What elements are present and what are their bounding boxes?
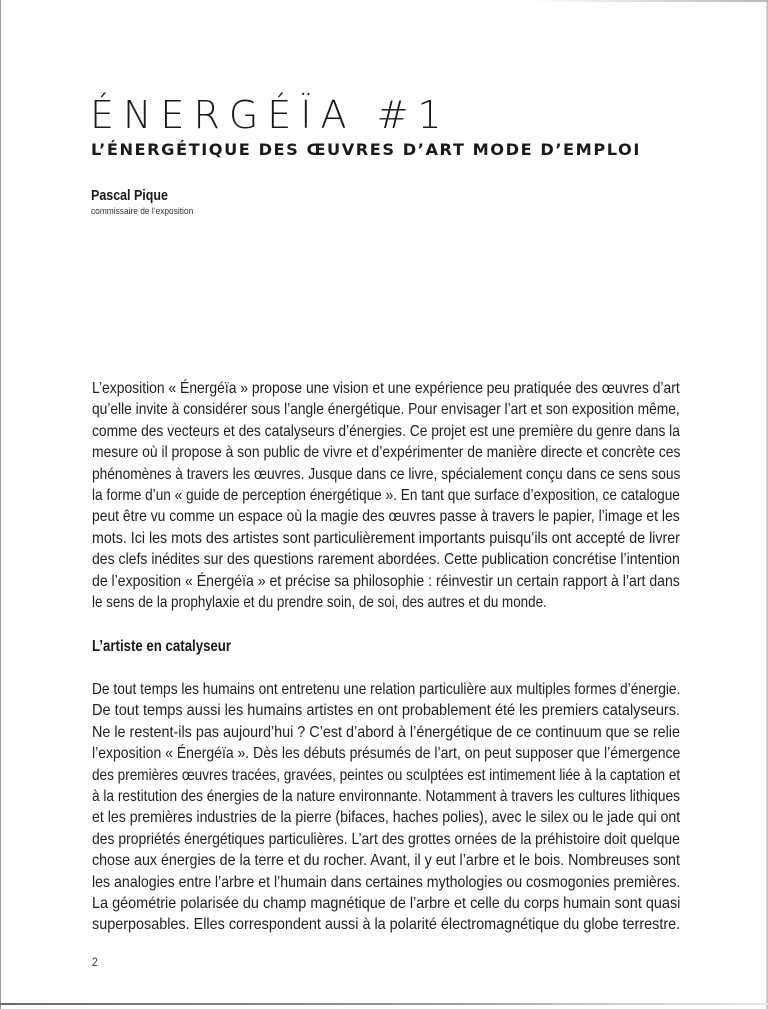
page-edge-left <box>0 0 1 1009</box>
page-number: 2 <box>92 955 98 969</box>
paragraph-line: La géométrie polarisée du champ magnétique de l’arbre et celle du corps humain sont quasi <box>92 894 681 912</box>
page-subtitle: L’ÉNERGÉTIQUE DES ŒUVRES D’ART MODE D’EMPLOI <box>91 140 641 159</box>
paragraph-line: qu’elle invite à considérer sous l’angle énergétique. Pour envisager l’art et son exposition même, <box>92 401 680 419</box>
paragraph-line: superposables. Elles correspondent aussi à la polarité électromagnétique du globe terrestre. <box>92 916 681 934</box>
section-heading: L’artiste en catalyseur <box>92 638 232 655</box>
paragraph-line: phénomènes à travers les œuvres. Jusque dans ce livre, spécialement conçu dans ce sens sous <box>92 465 681 483</box>
intro-paragraph <box>92 378 680 613</box>
paragraph-line: des clefs inédites sur des questions rarement abordées. Cette publication concrétise l’intention <box>92 551 680 569</box>
paragraph-line: à la restitution des énergies de la nature environnante. Notamment à travers les cultures lithiques <box>92 787 680 805</box>
paragraph-line: De tout temps les humains ont entretenu une relation particulière aux multiples formes d’énergie. <box>92 681 681 698</box>
paragraph-line: et les premières industries de la pierre (bifaces, haches polies), avec le silex ou le jade qui ont <box>92 809 681 827</box>
paragraph-line: De tout temps aussi les humains artistes en ont probablement été les premiers catalyseurs. <box>92 702 681 720</box>
paragraph-line: des premières œuvres tracées, gravées, peintes ou sculptées est intimement liée à la captation et <box>92 766 681 784</box>
paragraph-line: l’exposition « Énergéïa ». Dès les débuts présumés de l’art, on peut supposer que l’émergence <box>92 745 681 763</box>
paragraph-line: mots. Ici les mots des artistes sont particulièrement importants puisqu’ils ont accepté de livrer <box>92 529 680 547</box>
paragraph-line: L’exposition « Énergéïa » propose une vision et une expérience peu pratiquée des œuvres d’art <box>92 380 680 397</box>
paragraph-line: le sens de la prophylaxie et du prendre soin, de soi, des autres et du monde. <box>92 593 547 611</box>
paragraph-line: mesure où il propose à son public de vivre et d’expérimenter de manière directe et concrète ces <box>92 444 681 462</box>
page-edge-top <box>528 0 768 2</box>
paragraph-line: comme des vecteurs et des catalyseurs d’énergies. Ce projet est une première du genre dans la <box>92 422 680 440</box>
page-edge-bottom <box>0 1003 768 1005</box>
author-role: commissaire de l’exposition <box>91 206 194 217</box>
paragraph-line: Ne le restent-ils pas aujourd’hui ? C’est d’abord à l’énergétique de ce continuum que se relie <box>92 723 680 741</box>
paragraph-line: chose aux énergies de la terre et du rocher. Avant, il y eut l’arbre et le bois. Nombreuses sont <box>92 852 680 870</box>
paragraph-line: peut être vu comme un espace où la magie des œuvres passe à travers le papier, l’image et les <box>92 508 680 526</box>
paragraph-line: de l’exposition « Énergéïa » et précise sa philosophie : réinvestir un certain rapport à l’art dans <box>92 572 680 590</box>
paragraph-line: des propriétés énergétiques particulières. L’art des grottes ornées de la préhistoire doit quelque <box>92 830 680 848</box>
section-paragraph <box>92 679 680 936</box>
paragraph-line: les analogies entre l’arbre et l’humain dans certaines mythologies ou cosmogonies premières. <box>92 873 681 891</box>
author-name: Pascal Pique <box>91 188 168 204</box>
paragraph-line: la forme d’un « guide de perception énergétique ». En tant que surface d’exposition, ce catalogue <box>92 486 680 504</box>
page-title: ÉNERGÉÏA #1 <box>90 93 451 137</box>
